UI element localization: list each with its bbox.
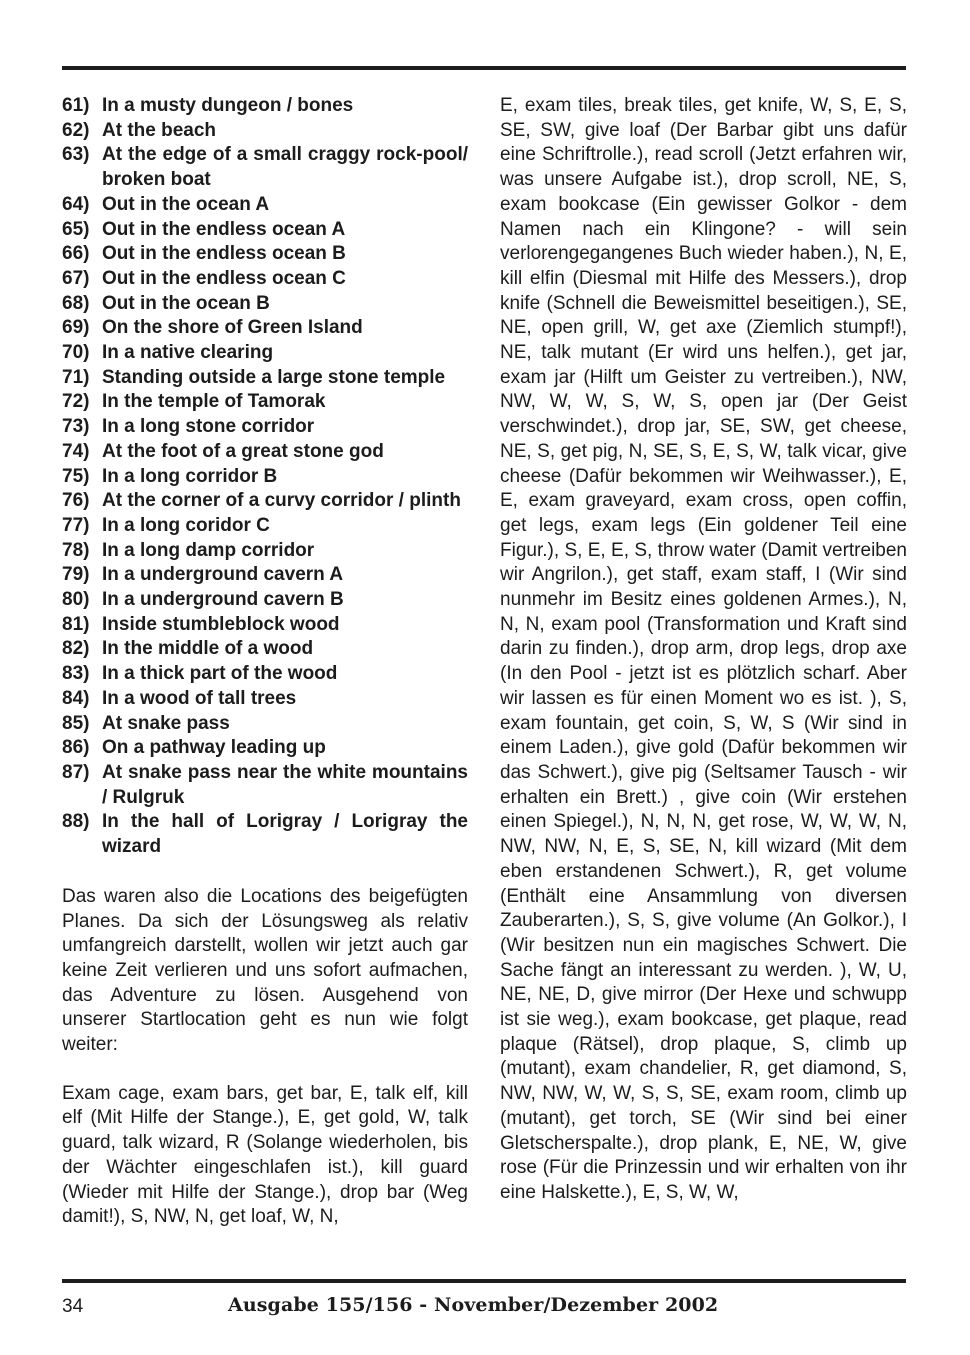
location-number: 61) (62, 95, 90, 116)
location-name: Standing outside a large stone temple (102, 366, 446, 388)
intro-paragraph: Das waren also die Locations des beigefügten Planes. Da sich der Lösungsweg als relativ umfangreich darstellt, wollen wir jetzt auch gar keine Zeit verlieren und uns sofort aufmachen, das Adventure zu lösen. Ausgehend von unserer Startlocation geht es nun wie folgt weiter: (62, 885, 468, 1056)
location-item (62, 341, 468, 366)
location-item (62, 366, 468, 391)
location-item (62, 316, 468, 341)
location-number: 86) (62, 737, 90, 759)
location-name: In a underground cavern B (102, 589, 344, 611)
location-name: Out in the ocean B (102, 292, 270, 314)
location-name: At snake pass (102, 712, 230, 734)
location-number: 83) (62, 663, 90, 685)
location-item (62, 514, 468, 539)
location-name: At the edge of a small craggy rock-pool/ broken boat (102, 144, 468, 191)
location-name: At snake pass near the white mountains / Rulgruk (102, 761, 468, 808)
location-number: 71) (62, 366, 90, 388)
location-item (62, 588, 468, 613)
location-name: Out in the ocean A (102, 193, 270, 215)
location-name: On the shore of Green Island (102, 317, 363, 339)
location-item (62, 415, 468, 440)
location-name: In a thick part of the wood (102, 663, 338, 685)
location-item (62, 489, 468, 514)
location-item (62, 613, 468, 638)
location-number: 73) (62, 416, 90, 438)
location-number: 62) (62, 119, 90, 141)
location-name: In a native clearing (102, 342, 274, 364)
location-number: 78) (62, 539, 90, 561)
location-number: 76) (62, 490, 90, 512)
location-name: In a underground cavern A (102, 564, 344, 586)
left-column (62, 94, 468, 1230)
location-name: At the beach (102, 119, 217, 141)
location-name: In the temple of Tamorak (102, 391, 326, 413)
page-footer (62, 1294, 906, 1324)
location-item (62, 267, 468, 292)
location-list (62, 94, 468, 860)
location-item (62, 465, 468, 490)
location-number: 81) (62, 613, 90, 635)
location-number: 82) (62, 638, 90, 660)
walkthrough-paragraph-right: E, exam tiles, break tiles, get knife, W, S, E, S, SE, SW, give loaf (Der Barbar gibt uns dafür eine Schriftrolle.), read scroll (Jetzt erfahren wir, was unsere Aufgabe ist.), drop scroll, NE, S, exam bookcase (Ein gewisser Golkor - dem Namen nach ein Klingone? - will sein verlorengegangenes Buch wieder haben.), N, E, kill elfin (Diesmal mit Hilfe des Messers.), drop knife (Schnell die Beweismittel beseitigen.), SE, NE, open grill, W, get axe (Ziemlich stumpf!), NE, talk mutant (Er wird uns helfen.), get jar, exam jar (Hilft um Geister zu vertreiben.), NW, NW, W, W, S, W, S, open jar (Der Geist verschwindet.), drop jar, SE, SW, get cheese, NE, S, get pig, N, SE, S, E, S, W, talk vicar, give cheese (Dafür bekommen wir Weihwasser.), E, E, exam graveyard, exam cross, open coffin, get legs, exam legs (Ein goldener Teil eine Figur.), S, E, E, S, throw water (Damit vertreiben wir Angrilon.), get staff, exam staff, I (Wir sind nunmehr im Besitz eines goldenen Armes.), N, N, N, exam pool (Transformation und Kraft sind darin zu finden.), drop arm, drop legs, drop axe (In den Pool - jetzt ist es plötzlich scharf. Aber wir lassen es für einen Moment wo es ist. ), S, exam fountain, get coin, S, W, S (Wir sind in einem Laden.), give gold (Dafür bekommen wir das Schwert.), give pig (Seltsamer Tausch - wir erhalten ein Brett.) , give coin (Wir erstehen einen Spiegel.), N, N, N, get rose, W, W, W, N, NW, NW, N, E, S, SE, N, kill wizard (Mit dem eben erstandenen Schwert.), R, get volume (Enthält eine Ansammlung von diversen Zauberarten.), S, S, give volume (An Golkor.), I (Wir besitzen nun ein magisches Schwert. Die Sache fängt an interessant zu werden. ), W, U, NE, NE, D, give mirror (Der Hexe und schwupp ist sie weg.), exam bookcase, get plaque, read plaque (Rätsel), drop plaque, S, climb up (mutant), exam chandelier, R, get diamond, S, NW, NW, W, W, S, S, SE, exam room, climb up (mutant), get torch, SE (Wir sind bei einer Gletscherspalte.), drop plank, E, NE, W, give rose (Für die Prinzessin und wir erhalten von ihr eine Halskette.), E, S, W, W, (500, 95, 907, 1203)
location-number: 87) (62, 761, 90, 783)
location-item (62, 390, 468, 415)
location-item (62, 563, 468, 588)
location-number: 85) (62, 712, 90, 734)
location-name: Out in the endless ocean A (102, 218, 346, 240)
location-number: 72) (62, 391, 90, 413)
location-number: 77) (62, 514, 90, 536)
location-item (62, 242, 468, 267)
location-name: In a musty dungeon / bones (102, 95, 354, 116)
location-number: 88) (62, 811, 90, 833)
location-number: 63) (62, 144, 90, 166)
location-number: 64) (62, 193, 90, 215)
location-item (62, 119, 468, 144)
location-number: 79) (62, 564, 90, 586)
location-number: 66) (62, 243, 90, 265)
right-column (500, 94, 907, 1206)
location-item (62, 687, 468, 712)
location-number: 70) (62, 342, 90, 364)
location-number: 84) (62, 687, 90, 709)
location-name: In a wood of tall trees (102, 687, 297, 709)
location-item (62, 193, 468, 218)
location-number: 74) (62, 440, 90, 462)
location-name: At the corner of a curvy corridor / plinth (102, 490, 461, 512)
location-number: 69) (62, 317, 90, 339)
location-number: 80) (62, 589, 90, 611)
location-name: In a long coridor C (102, 514, 270, 536)
location-item (62, 143, 468, 192)
location-name: Inside stumbleblock wood (102, 613, 340, 635)
location-item (62, 662, 468, 687)
location-name: Out in the endless ocean C (102, 267, 346, 289)
location-item (62, 736, 468, 761)
location-name: At the foot of a great stone god (102, 440, 384, 462)
location-name: In a long stone corridor (102, 416, 315, 438)
location-item (62, 292, 468, 317)
top-rule (62, 66, 906, 70)
location-name: In the hall of Lorigray / Lorigray the wizard (102, 811, 468, 858)
bottom-rule (62, 1279, 906, 1283)
location-item (62, 637, 468, 662)
page-number: 34 (62, 1296, 84, 1317)
walkthrough-paragraph-left: Exam cage, exam bars, get bar, E, talk elf, kill elf (Mit Hilfe der Stange.), E, get gold, W, talk guard, talk wizard, R (Solange wiederholen, bis der Wächter eingeschlafen ist.), kill guard (Wieder mit Hilfe der Stange.), drop bar (Weg damit!), S, NW, N, get loaf, W, N, (62, 1082, 468, 1228)
location-number: 68) (62, 292, 90, 314)
issue-line: Ausgabe 155/156 - November/Dezember 2002 (228, 1294, 719, 1316)
location-item (62, 712, 468, 737)
location-number: 65) (62, 218, 90, 240)
location-item (62, 810, 468, 859)
location-item (62, 440, 468, 465)
location-number: 67) (62, 267, 90, 289)
location-name: In the middle of a wood (102, 638, 314, 660)
location-name: On a pathway leading up (102, 737, 326, 759)
location-item (62, 94, 468, 119)
location-name: In a long corridor B (102, 465, 278, 487)
location-name: Out in the endless ocean B (102, 243, 346, 265)
location-item (62, 218, 468, 243)
location-item (62, 761, 468, 810)
location-name: In a long damp corridor (102, 539, 315, 561)
location-number: 75) (62, 465, 90, 487)
location-item (62, 539, 468, 564)
